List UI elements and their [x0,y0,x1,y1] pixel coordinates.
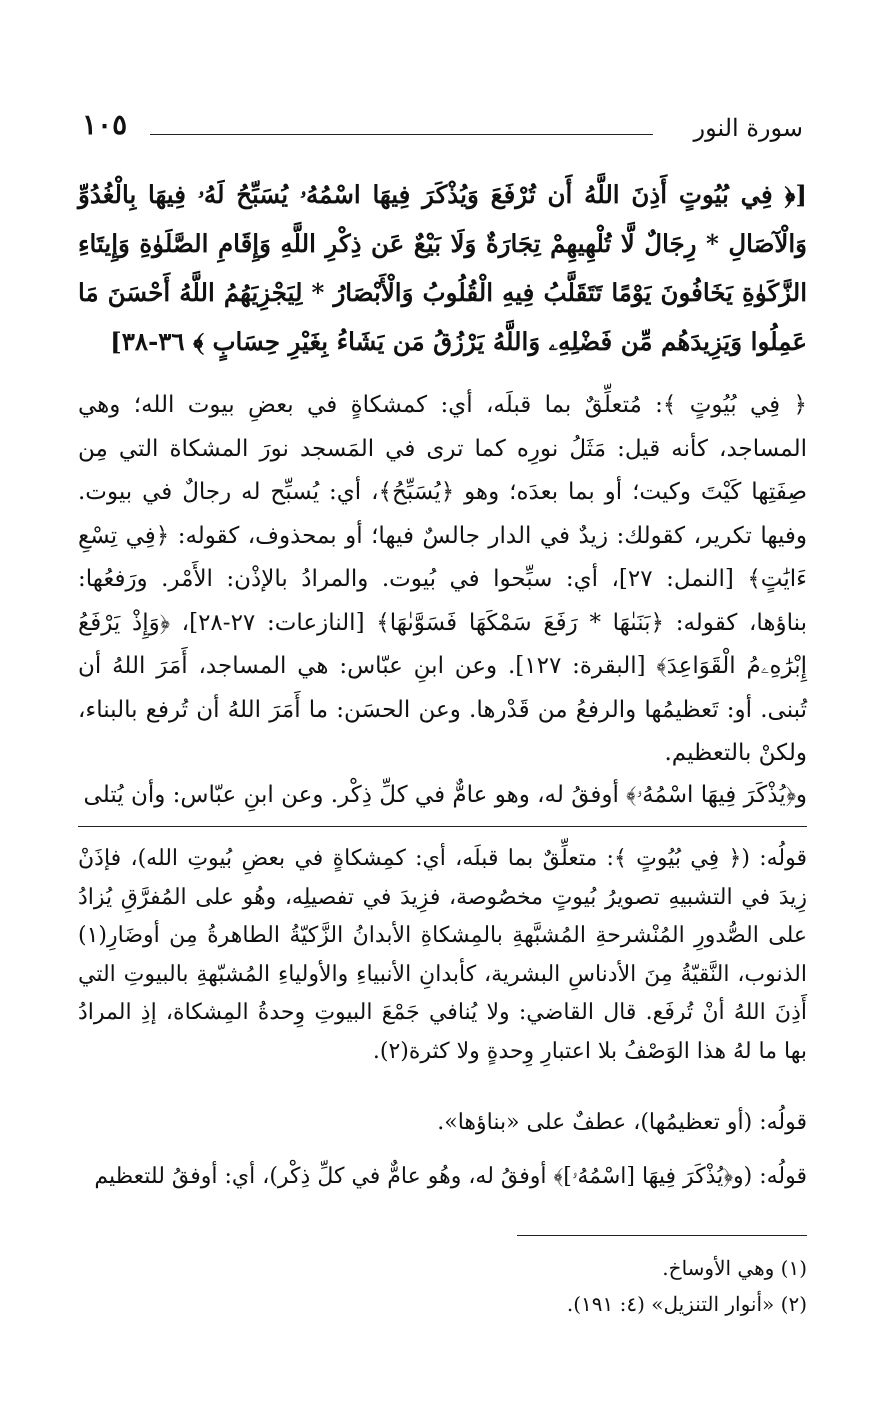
footnote-2: (٢) «أنوار التنزيل» (٤: ١٩١). [566,1292,807,1316]
commentary-paragraph [78,384,807,776]
note-text-3: قولُه: (و﴿يُذْكَرَ فِيهَا [اسْمُهُۥ]﴾ أوفقُ له، وهُو عامٌّ في كلِّ ذِكْر)، أي: أوفقُ للتعظيم [94,1164,807,1189]
note-paragraph-2 [78,1104,807,1143]
commentary-last-text: و﴿يُذْكَرَ فِيهَا اسْمُهُۥ﴾ أوفقُ له، وهو عامٌّ في كلِّ ذِكْر. وعن ابنِ عبّاس: وأن يُتلى [83,782,807,808]
quran-verse-block [78,170,807,366]
note-paragraph-3 [78,1158,807,1197]
commentary-last-line [78,774,807,818]
footnote-separator [517,1235,807,1236]
commentary-text: ﴿ فِي بُيُوتٍ ﴾: مُتعلِّقٌ بما قبلَه، أي: كمشكاةٍ في بعضِ بيوت الله؛ وهي المساجد، كأنه قيل: مَثَلُ نورِه كما ترى في المَسجد نورَ المشكاة التي مِن صِفَتِها كَيْتَ وكيت؛ أو بما بعدَه؛ وهو ﴿يُسَبِّحُ﴾، أي: يُسبِّح له رجالٌ في بيوت. وفيها تكرير، كقولك: زيدٌ في الدار جالسٌ فيها؛ أو بمحذوف، كقوله: ﴿فِي تِسْعِ ءَايَٰتٍ﴾ [النمل: ٢٧]، أي: سبِّحوا في بُيوت. والمرادُ بالإذْن: الأَمْر. ورَفعُها: بناؤها، كقوله: ﴿بَنَىٰهَا * رَفَعَ سَمْكَهَا فَسَوَّىٰهَا﴾ [النازعات: ٢٧-٢٨]، ﴿وَإِذْ يَرْفَعُ إِبْرَٰهِۦمُ الْقَوَاعِدَ﴾ [البقرة: ١٢٧]. وعن ابنِ عبّاس: هي المساجد، أَمَرَ اللهُ أن تُبنى. أو: تَعظيمُها والرفعُ من قَدْرها. وعن الحسَن: ما أَمَرَ اللهُ أن تُرفع بالبناء، ولكنْ بالتعظيم. [78,392,808,766]
page-number: ١٠٥ [82,108,128,141]
page-header [82,108,803,148]
header-rule [150,134,653,135]
surah-title: سورة النور [693,114,803,142]
footnote-1: (١) وهي الأوساخ. [662,1256,807,1280]
note-paragraph-1 [78,840,807,1071]
note-text-2: قولُه: (أو تعظيمُها)، عطفٌ على «بناؤها». [437,1110,807,1135]
note-text-1: قولُه: (﴿ فِي بُيُوتٍ ﴾: متعلِّقٌ بما قبلَه، أي: كمِشكاةٍ في بعضِ بُيوتِ الله)، فإذَنْ زِيدَ في التشبيهِ تصويرُ بُيوتٍ مخصُوصة، فزِيدَ في تفصيلِه، وهُو على المُفرَّقِ يُزادُ على الصُّدورِ المُنْشرحةِ المُشبَّهةِ بالمِشكاةِ الأبدانُ الزَّكيّةُ الطاهرةُ مِن أوضَارِ(١) الذنوب، النَّقيّةُ مِنَ الأدناسِ البشرية، كأبدانِ الأنبياءِ والأولياءِ المُشبّهةِ بالبيوتِ التي أَذِنَ اللهُ أنْ تُرفَع. قال القاضي: ولا يُنافي جَمْعَ البيوتِ وِحدةُ المِشكاة، إذِ المرادُ بها ما لهُ هذا الوَصْفُ بلا اعتبارِ وِحدةٍ ولا كثرة(٢). [78,846,807,1064]
verse-text: [﴿ فِي بُيُوتٍ أَذِنَ اللَّهُ أَن تُرْفَعَ وَيُذْكَرَ فِيهَا اسْمُهُۥ يُسَبِّحُ لَهُۥ فِيهَا بِالْغُدُوِّ وَالْآصَالِ * رِجَالٌ لَّا تُلْهِيهِمْ تِجَارَةٌ وَلَا بَيْعٌ عَن ذِكْرِ اللَّهِ وَإِقَامِ الصَّلَوٰةِ وَإِيتَاءِ الزَّكَوٰةِ يَخَافُونَ يَوْمًا تَتَقَلَّبُ فِيهِ الْقُلُوبُ وَالْأَبْصَارُ * لِيَجْزِيَهُمُ اللَّهُ أَحْسَنَ مَا عَمِلُوا وَيَزِيدَهُم مِّن فَضْلِهِۦ وَاللَّهُ يَرْزُقُ مَن يَشَاءُ بِغَيْرِ حِسَابٍ ﴾ ٣٦-٣٨] [78,180,807,356]
notes-separator [78,826,807,827]
